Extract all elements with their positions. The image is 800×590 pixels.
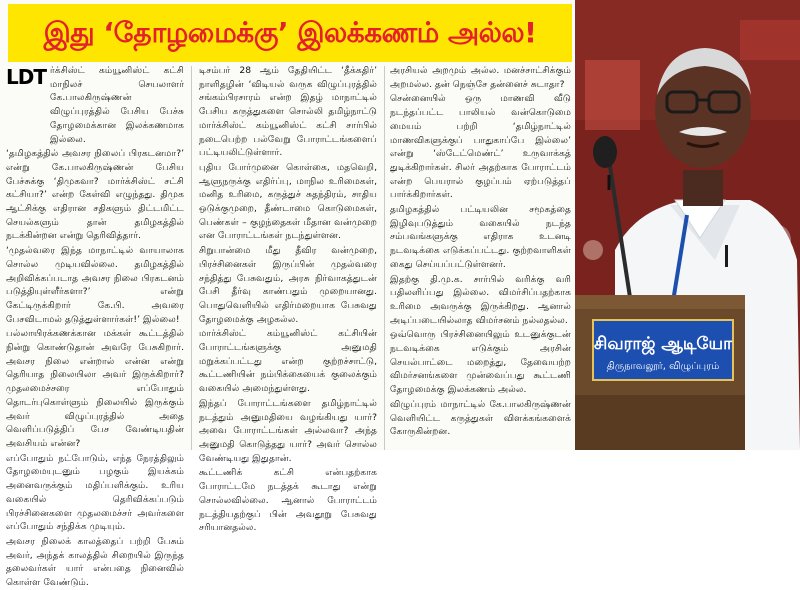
paragraph: அவசர நிலைக் காலத்தைப் பற்றி பேசும் அவர், அந்தக் காலத்தில் சிறையில் இருந்த தலைவர்கள் யார் என்பதை நினைவில் கொள்ள வேண்டும்.: [6, 535, 184, 589]
paragraph: ர்க்சிஸ்ட் கம்யூனிஸ்ட் கட்சி மாநிலச் செயலாளர் கே.பாலகிருஷ்ணன் விழுப்புரத்தில் பேசிய பேச்சு தோழமைக்கான இலக்கணமாக இல்லை.: [50, 65, 184, 145]
paragraph: சிறுபான்மை மீது தீவிர வன்முறை, பிரச்சினைகள் இருப்பின் முதல்வரை சந்தித்து பேசுவதும், அரசு நிர்வாகத்துடன் பேசி தீர்வு காண்பதும் முறையானது. பொதுவெளியில் எதிர்மறையாக பேசுவது தோழமைக்கு அழகல்ல.: [199, 245, 377, 325]
paragraph: கூட்டணிக் கட்சி என்பதற்காக போராட்டமே நடத்தக் கூடாது என்று சொல்லவில்லை. ஆனால் போராட்டம் நடத்தியதற்குப் பின் அவதூறு பேசுவது சரியானதல்ல.: [199, 467, 377, 534]
paragraph: விழுப்புரம் மாநாட்டில் கே.பாலகிருஷ்ணன் வெளியிட்ட கருத்துகள் விளக்கங்களைக் கோருகின்றன.: [390, 398, 571, 438]
paragraph: ‘தமிழகத்தில் அவசர நிலைப் பிரகடனமா?’ என்று கே.பாலகிருஷ்ணன் பேசிய பேச்சுக்கு ‘திமுகவா? மார்க்சிஸ்ட் சட்சி கட்சியா?’ என்ற கேள்வி எழுந்தது. திமுக ஆட்சிக்கு எதிரான சதிகளும் திட்டமிட்ட செயல்களும் தான் தமிழகத்தில் நடக்கின்றன என்று தெரிவித்தார்.: [6, 148, 184, 242]
paragraph: டிசம்பர் 28 ஆம் தேதியிட்ட ‘தீக்கதிர்’ நாளிதழின் ‘விடியல் வருக விழுப்புரத்தில் சங்கம்பிரசாரம் என்ற இதழ் மாநாட்டில் பேசிய கருத்துகளை சொல்லி தமிழ்நாட்டு மார்க்சிஸ்ட் கம்யூனிஸ்ட் கட்சி சார்பில் நடைபெற்ற பல்வேறு போராட்டங்களைப் பட்டியலிட்டுள்ளார்.: [199, 65, 377, 159]
speaker-photo-illustration: [575, 0, 800, 450]
speaker-photo: [575, 0, 800, 450]
column-2: [199, 64, 377, 534]
column-3: [390, 64, 571, 450]
podium-banner-title: சிவராஜ் ஆடியோ: [594, 334, 732, 354]
column-divider: [191, 66, 192, 450]
paragraph: இதற்கு தி.மு.க. சார்பில் வரிக்கு வரி பதிலளிப்பது இல்லை. விமர்சிப்பதற்காக உரிமை அவருக்கு இருக்கிறது. ஆனால் அடிப்படையில்லாத விமர்சனம் நல்லதல்ல.: [390, 273, 571, 326]
paragraph: புதிய போர்முனை கொள்கை, மதவெறி, ஆளுநருக்கு எதிர்ப்பு, மாநில உரிமைகள், மனித உரிமை, கருத்துச் சுதந்திரம், சாதிய ஒடுக்குமுறை, தீண்டாமை கொடுமைகள், பெண்கள் – குழந்தைகள் மீதான வன்முறை என போராட்டங்கள் நடந்துள்ளன.: [199, 161, 377, 242]
drop-cap: LDT: [6, 65, 46, 89]
paragraph: மார்க்சிஸ்ட் கம்யூனிஸ்ட் கட்சியின் போராட்டங்களுக்கு அனுமதி மறுக்கப்பட்டது என்ற குற்றச்சாட்டு, கூட்டணியின் நம்பிக்கையைக் குலைக்கும் வகையில் அமைந்துள்ளது.: [199, 328, 377, 395]
paragraph: ‘முதல்வரை இந்த மாநாட்டில் வாயாலாக சொல்ல முடியவில்லை. தமிழகத்தில் அறிவிக்கப்படாத அவசர நிலை பிரகடனம் படுத்தியுள்ளீர்களா?’ என்று கேட்டிருக்கிறார் கே.பி. அவரை பேசவிடாமல் தடுத்துள்ளார்கள்!’ இல்லை!: [6, 245, 184, 325]
paragraph: தமிழகத்தில் பட்டியலின சமூகத்தை இழிவுபடுத்தும் வகையில் நடந்த சம்பவங்களுக்கு எதிராக உடனடி நடவடிக்கை எடுக்கப்பட்டது. குற்றவாளிகள் கைது செய்யப்பட்டுள்ளனர்.: [390, 204, 571, 270]
paragraph: ஒவ்வொரு பிரச்சினையிலும் உடனுக்குடன் நடவடிக்கை எடுக்கும் அரசின் செயல்பாட்டை மறைத்து, தேவையற்ற விமர்சனங்களை முன்வைப்பது கூட்டணி தோழமைக்கு இலக்கணம் அல்ல.: [390, 329, 571, 396]
paragraph: சென்னையில் ஒரு மாணவி வீடு நடந்தப்பட்ட பாலியல் வன்கொடுமை மையம் பற்றி ‘தமிழ்நாட்டில் மாணவிகளுக்குப் பாதுகாப்பே இல்லை’ என்று ‘ஸ்டேட்மெண்ட்’ உருவாக்கத் துடிக்கிறார்கள். சிலர் அதற்காக போராட்டம் என்ற பெயரால் குழப்பம் ஏற்படுத்தப் பார்க்கிறார்கள்.: [390, 93, 571, 201]
headline-banner: [8, 4, 572, 62]
column-1: [6, 64, 184, 589]
headline: இது ‘தோழமைக்கு’ இலக்கணம் அல்ல!: [43, 16, 537, 49]
paragraph: பல்லாயிரக்கணக்கான மக்கள் கூட்டத்தில் நின்று கொண்டுதான் அவரே பேசுகிறார். அவசர நிலை என்றால் என்ன என்று தெரியாத நிலையிலா அவர் இருக்கிறார்? முதலமைச்சரை எப்போதும் தொடர்புகொள்ளும் நிலையில் இருக்கும் அவர் விழுப்புரத்தில் அதை வெளிப்படுத்திப் பேச வேண்டியதின் அவசியம் என்ன?: [6, 328, 184, 449]
paragraph: எப்போதும் நட்போடும், எந்த நேரத்திலும் தோழமையுடனும் பழகும் இயக்கம் அனைவருக்கும் மதிப்பளிக்கும். உரிய வகையில் தெரிவிக்கப்படும் பிரச்சினைகளை முதலமைச்சர் அவர்களை எப்போதும் சந்திக்க முடியும்.: [6, 452, 184, 533]
column-divider: [384, 66, 385, 450]
paragraph: அரசியல் அறமும் அல்ல. மனச்சாட்சிக்கும் அறமல்ல. தன் நெஞ்சே தன்னைச் சுடாதா?: [390, 65, 571, 90]
podium-banner-subtitle: திருநாவலூர், விழுப்புரம்: [606, 361, 720, 372]
paragraph: இந்தப் போராட்டங்களை தமிழ்நாட்டில் நடத்தும் அனுமதியை வழங்கியது யார்? அவை போராட்டங்கள் அல்லவா? அந்த அனுமதி கொடுத்தது யார்? அவர் சொல்ல வேண்டியது இதுதான்.: [199, 397, 377, 464]
